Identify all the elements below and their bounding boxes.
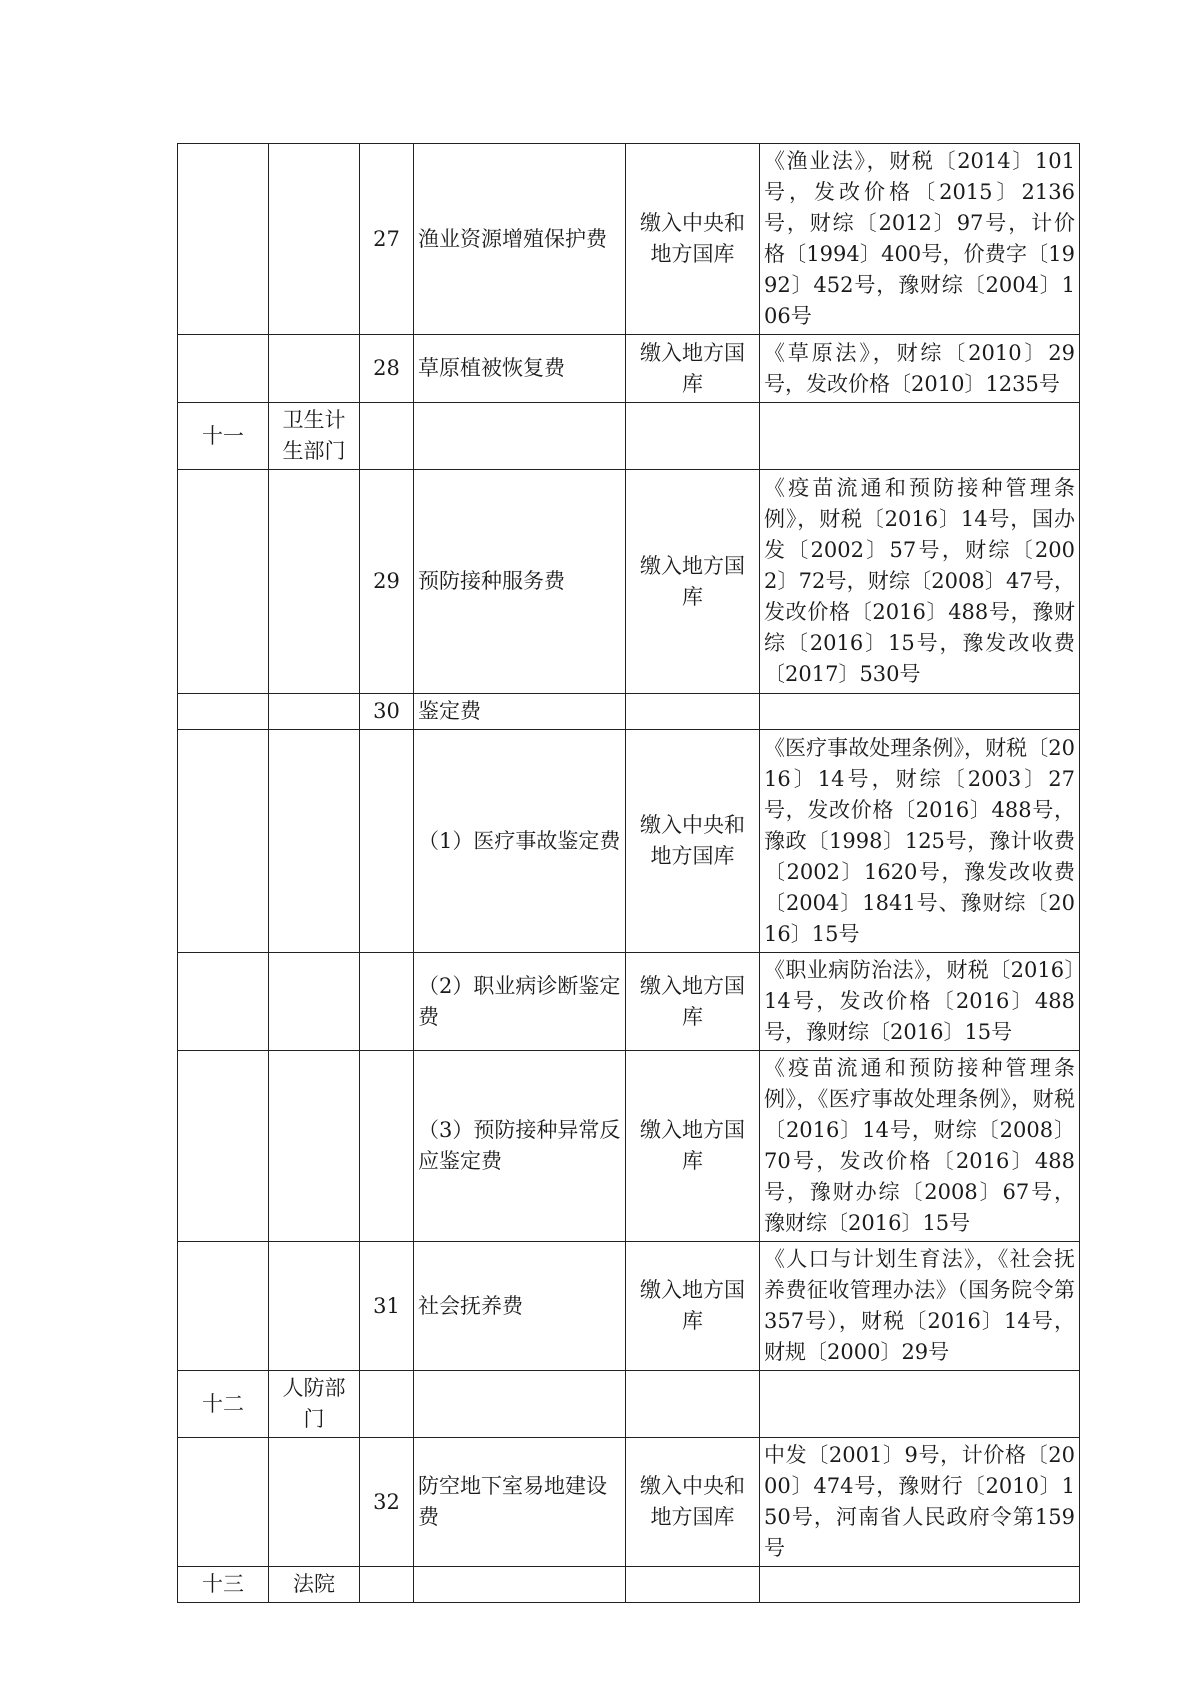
dept-cell <box>269 1242 360 1371</box>
dept-cell <box>269 1438 360 1567</box>
dept-cell: 法院 <box>269 1567 360 1603</box>
fee-name-cell: 防空地下室易地建设费 <box>414 1438 626 1567</box>
legal-basis-cell: 《职业病防治法》，财税〔2016〕14号，发改价格〔2016〕488号，豫财综〔2016〕15号 <box>760 953 1080 1051</box>
item-number-cell: 29 <box>360 470 414 694</box>
dept-cell <box>269 694 360 730</box>
fee-name-cell: 鉴定费 <box>414 694 626 730</box>
legal-basis-cell <box>760 403 1080 470</box>
seq-cell <box>178 470 269 694</box>
treasury-cell <box>626 1371 760 1438</box>
fee-name-cell <box>414 1371 626 1438</box>
seq-cell: 十二 <box>178 1371 269 1438</box>
dept-cell <box>269 144 360 335</box>
table-row <box>178 730 1080 953</box>
legal-basis-cell: 中发〔2001〕9号，计价格〔2000〕474号，豫财行〔2010〕150号，河南省人民政府令第159号 <box>760 1438 1080 1567</box>
seq-cell <box>178 1438 269 1567</box>
fee-name-cell: 草原植被恢复费 <box>414 335 626 403</box>
fee-name-cell: 社会抚养费 <box>414 1242 626 1371</box>
treasury-cell: 缴入中央和地方国库 <box>626 730 760 953</box>
dept-cell <box>269 730 360 953</box>
dept-cell: 卫生计生部门 <box>269 403 360 470</box>
dept-cell <box>269 1051 360 1242</box>
treasury-cell: 缴入地方国库 <box>626 1242 760 1371</box>
legal-basis-cell: 《疫苗流通和预防接种管理条例》，财税〔2016〕14号，国办发〔2002〕57号，财综〔2002〕72号，财综〔2008〕47号，发改价格〔2016〕488号，豫财综〔2016〕15号，豫发改收费〔2017〕530号 <box>760 470 1080 694</box>
fee-name-cell <box>414 1567 626 1603</box>
table-row <box>178 1438 1080 1567</box>
item-number-cell <box>360 1567 414 1603</box>
seq-cell <box>178 953 269 1051</box>
treasury-cell <box>626 403 760 470</box>
treasury-cell: 缴入中央和地方国库 <box>626 144 760 335</box>
dept-cell <box>269 335 360 403</box>
fee-name-cell: （2）职业病诊断鉴定费 <box>414 953 626 1051</box>
seq-cell <box>178 335 269 403</box>
legal-basis-cell: 《疫苗流通和预防接种管理条例》，《医疗事故处理条例》，财税〔2016〕14号，财综〔2008〕70号，发改价格〔2016〕488号，豫财办综〔2008〕67号，豫财综〔2016〕15号 <box>760 1051 1080 1242</box>
seq-cell <box>178 1242 269 1371</box>
treasury-cell <box>626 1567 760 1603</box>
fee-table <box>177 143 1080 1603</box>
table-row <box>178 694 1080 730</box>
table-row <box>178 1567 1080 1603</box>
treasury-cell: 缴入地方国库 <box>626 470 760 694</box>
fee-name-cell <box>414 403 626 470</box>
fee-name-cell: （3）预防接种异常反应鉴定费 <box>414 1051 626 1242</box>
seq-cell <box>178 1051 269 1242</box>
item-number-cell: 28 <box>360 335 414 403</box>
table-row <box>178 1242 1080 1371</box>
legal-basis-cell: 《渔业法》，财税〔2014〕101号，发改价格〔2015〕2136号，财综〔2012〕97号，计价格〔1994〕400号，价费字〔1992〕452号，豫财综〔2004〕106号 <box>760 144 1080 335</box>
seq-cell: 十一 <box>178 403 269 470</box>
seq-cell: 十三 <box>178 1567 269 1603</box>
treasury-cell: 缴入地方国库 <box>626 335 760 403</box>
dept-cell <box>269 953 360 1051</box>
seq-cell <box>178 144 269 335</box>
treasury-cell: 缴入中央和地方国库 <box>626 1438 760 1567</box>
table-row <box>178 1371 1080 1438</box>
legal-basis-cell <box>760 694 1080 730</box>
fee-name-cell: 预防接种服务费 <box>414 470 626 694</box>
item-number-cell: 31 <box>360 1242 414 1371</box>
legal-basis-cell <box>760 1567 1080 1603</box>
item-number-cell: 27 <box>360 144 414 335</box>
table-row <box>178 1051 1080 1242</box>
item-number-cell: 32 <box>360 1438 414 1567</box>
table-row <box>178 403 1080 470</box>
item-number-cell <box>360 953 414 1051</box>
fee-name-cell: 渔业资源增殖保护费 <box>414 144 626 335</box>
table-row <box>178 470 1080 694</box>
treasury-cell <box>626 694 760 730</box>
legal-basis-cell <box>760 1371 1080 1438</box>
legal-basis-cell: 《人口与计划生育法》，《社会抚养费征收管理办法》（国务院令第357号），财税〔2016〕14号，财规〔2000〕29号 <box>760 1242 1080 1371</box>
dept-cell <box>269 470 360 694</box>
item-number-cell <box>360 1051 414 1242</box>
seq-cell <box>178 730 269 953</box>
item-number-cell: 30 <box>360 694 414 730</box>
item-number-cell <box>360 403 414 470</box>
seq-cell <box>178 694 269 730</box>
item-number-cell <box>360 730 414 953</box>
treasury-cell: 缴入地方国库 <box>626 953 760 1051</box>
table-row <box>178 144 1080 335</box>
legal-basis-cell: 《草原法》，财综〔2010〕29号，发改价格〔2010〕1235号 <box>760 335 1080 403</box>
fee-name-cell: （1）医疗事故鉴定费 <box>414 730 626 953</box>
legal-basis-cell: 《医疗事故处理条例》，财税〔2016〕14号，财综〔2003〕27号，发改价格〔2016〕488号，豫政〔1998〕125号，豫计收费〔2002〕1620号，豫发改收费〔2004〕1841号、豫财综〔2016〕15号 <box>760 730 1080 953</box>
dept-cell: 人防部门 <box>269 1371 360 1438</box>
treasury-cell: 缴入地方国库 <box>626 1051 760 1242</box>
table-row <box>178 335 1080 403</box>
table-row <box>178 953 1080 1051</box>
item-number-cell <box>360 1371 414 1438</box>
